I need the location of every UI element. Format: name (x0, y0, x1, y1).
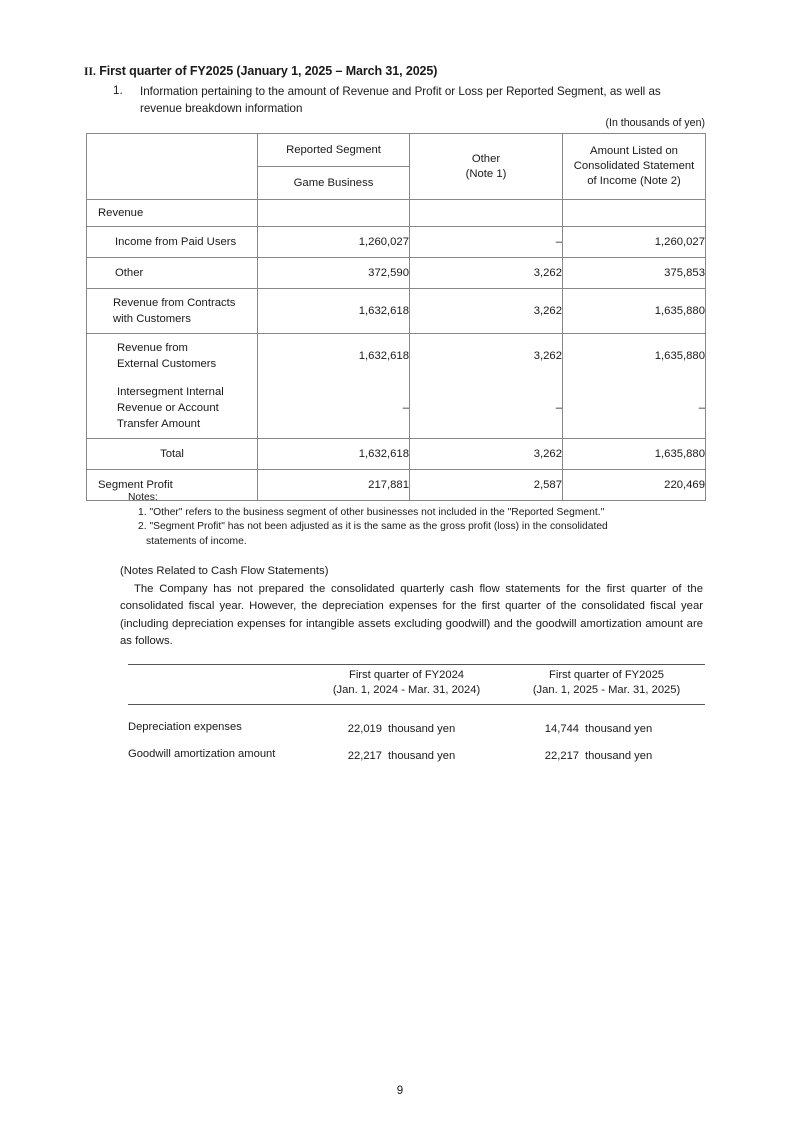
note-2-line-2: statements of income. (146, 535, 247, 547)
cf-rule-cell (388, 705, 508, 715)
cf-table-rule (128, 705, 705, 715)
cell-other: 3,262 (410, 439, 563, 470)
cell-other: – (410, 378, 563, 439)
cell-game: 372,590 (258, 258, 410, 289)
depreciation-goodwill-table (128, 664, 705, 768)
unit-note: (In thousands of yen) (605, 117, 705, 129)
cf-header-line: First quarter of FY2025 (549, 669, 665, 681)
cell-game: 217,881 (258, 470, 410, 501)
label-line: Revenue from Contracts (113, 297, 236, 309)
cf-cell-fy2025-unit: thousand yen (585, 723, 653, 735)
cell-amount: 375,853 (563, 258, 706, 289)
section-roman-numeral: II. (84, 66, 96, 78)
cell-game: 1,260,027 (258, 227, 410, 258)
cell-game: 1,632,618 (258, 334, 410, 379)
item-number: 1. (113, 84, 123, 97)
header-amount-line2: Consolidated Statement (573, 160, 695, 172)
row-label-segment-profit: Segment Profit (87, 470, 258, 501)
cf-cell-fy2024-unit: thousand yen (388, 723, 456, 735)
cf-header-line: (Jan. 1, 2025 - Mar. 31, 2025) (532, 684, 681, 696)
cell-amount: 1,260,027 (563, 227, 706, 258)
table-row (87, 378, 706, 439)
table-notes (128, 491, 703, 549)
cf-cell-fy2024-value: 22,019 (347, 723, 382, 735)
cf-rule-cell (128, 705, 305, 715)
section-heading-text: First quarter of FY2025 (January 1, 2025 – March 31, 2025) (99, 64, 438, 78)
cell-other: – (410, 227, 563, 258)
row-label-income-from-paid-users: Income from Paid Users (87, 227, 258, 258)
cf-header-corner (128, 665, 305, 705)
cell-amount: – (563, 378, 706, 439)
label-line: External Customers (117, 358, 217, 370)
row-label-intersegment-internal-revenue (87, 378, 258, 439)
table-row (87, 334, 706, 379)
cell-other: 3,262 (410, 334, 563, 379)
cf-row-label-goodwill-amortization: Goodwill amortization amount (128, 748, 276, 760)
header-reported-segment: Reported Segment (258, 134, 410, 167)
header-amount-line1: Amount Listed on (590, 145, 678, 157)
table-header-row-1 (87, 134, 706, 167)
header-amount-consolidated (563, 134, 706, 200)
cell-amount: 220,469 (563, 470, 706, 501)
cash-flow-notes-title: (Notes Related to Cash Flow Statements) (120, 565, 329, 577)
cell-amount: 1,635,880 (563, 439, 706, 470)
table-row (87, 258, 706, 289)
notes-title: Notes: (128, 492, 158, 503)
table-row (87, 289, 706, 334)
cf-header-fy2025 (508, 665, 705, 705)
header-amount-line3: of Income (Note 2) (587, 175, 681, 187)
header-other-line1: Other (471, 152, 501, 165)
cash-flow-notes-body: The Company has not prepared the consolidated quarterly cash flow statements for the first quarter of the consolidated fiscal year. However, the depreciation expenses for the first quarter of the consolidated fiscal year (including depreciation expenses for intangible assets excluding goodwill) and the goodwill amortization amount are as follows. (120, 583, 703, 647)
row-label-total: Total (87, 439, 258, 470)
header-game-business: Game Business (258, 167, 410, 200)
row-label-revenue-from-external-customers (87, 334, 258, 379)
row-label-other: Other (87, 258, 258, 289)
label-line: Intersegment Internal (117, 386, 224, 398)
row-label-revenue-from-contracts (87, 289, 258, 334)
label-line: Transfer Amount (117, 418, 201, 430)
label-line: with Customers (113, 313, 191, 325)
cell-amount (563, 200, 706, 227)
table-row (128, 714, 705, 741)
cf-header-line: First quarter of FY2024 (348, 669, 465, 681)
note-2-line-1: 2. "Segment Profit" has not been adjusted as it is the same as the gross profit (loss) in the consolidated (138, 521, 608, 533)
label-line: Revenue or Account (117, 402, 219, 414)
cf-rule-cell (585, 705, 705, 715)
row-label-revenue: Revenue (87, 200, 258, 227)
cell-amount: 1,635,880 (563, 289, 706, 334)
cf-cell-fy2025-unit: thousand yen (585, 750, 653, 762)
cf-rule-cell (305, 705, 388, 715)
cell-game: 1,632,618 (258, 439, 410, 470)
header-corner (87, 134, 258, 200)
table-row (128, 741, 705, 768)
cf-table-header-row (128, 665, 705, 705)
note-1: 1. "Other" refers to the business segment of other businesses not included in the "Reported Segment." (138, 506, 605, 518)
cell-game: – (258, 378, 410, 439)
cf-cell-fy2024-unit: thousand yen (388, 750, 456, 762)
table-row (87, 439, 706, 470)
cf-rule-cell (508, 705, 585, 715)
label-line: Revenue from (117, 342, 188, 354)
table-row (87, 227, 706, 258)
cell-other (410, 200, 563, 227)
header-other (410, 134, 563, 200)
cf-header-fy2024 (305, 665, 508, 705)
section-heading (84, 64, 437, 78)
cf-cell-fy2025-value: 22,217 (544, 750, 580, 762)
page-number: 9 (396, 1085, 404, 1097)
cf-row-label-depreciation-expenses: Depreciation expenses (128, 721, 242, 733)
segment-information-table (86, 133, 706, 501)
item-description: Information pertaining to the amount of Revenue and Profit or Loss per Reported Segment, as well as revenue breakdown information (140, 85, 661, 115)
table-row (87, 200, 706, 227)
cell-other: 3,262 (410, 289, 563, 334)
cell-amount: 1,635,880 (563, 334, 706, 379)
cell-game: 1,632,618 (258, 289, 410, 334)
cell-game (258, 200, 410, 227)
cf-header-line: (Jan. 1, 2024 - Mar. 31, 2024) (332, 684, 481, 696)
cell-other: 3,262 (410, 258, 563, 289)
header-other-line2: (Note 1) (465, 167, 507, 180)
cf-cell-fy2025-value: 14,744 (544, 723, 580, 735)
cell-other: 2,587 (410, 470, 563, 501)
cf-cell-fy2024-value: 22,217 (347, 750, 382, 762)
